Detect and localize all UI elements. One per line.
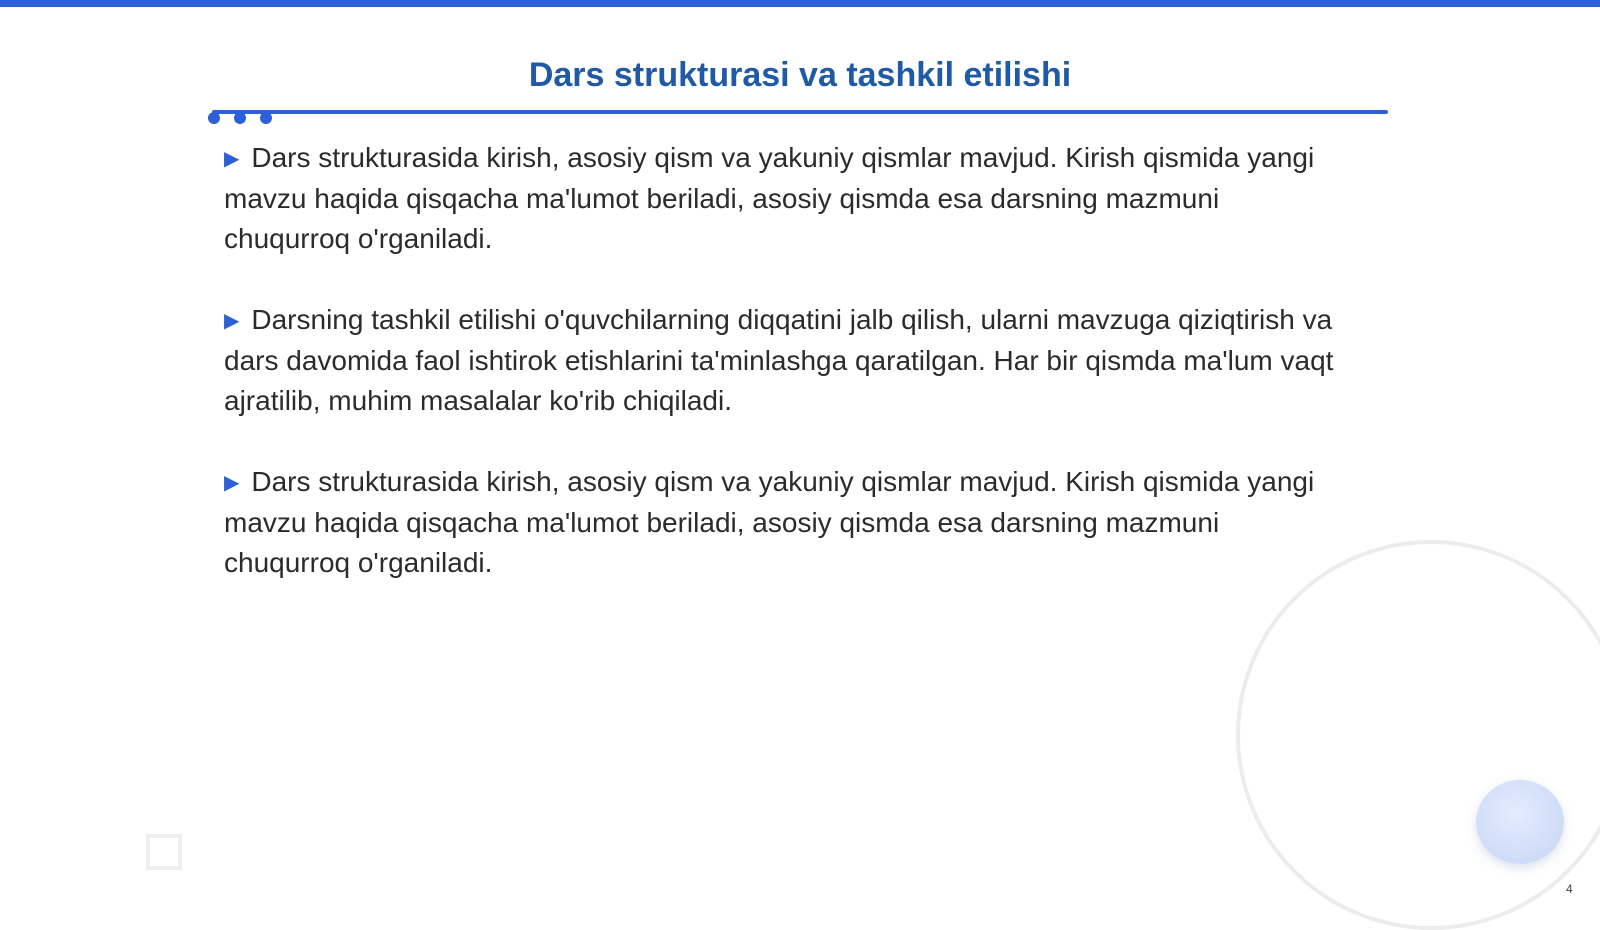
paragraph-text: Dars strukturasida kirish, asosiy qism va yakuniy qismlar mavjud. Kirish qismida yangi mavzu haqida qisqacha ma'lumot beriladi, asosiy qismda esa darsning mazmuni chuqurroq o'rganiladi. [224, 466, 1315, 578]
slide-content [224, 138, 1344, 624]
decorative-blob [1476, 780, 1564, 864]
decorative-circle [1236, 540, 1600, 930]
underline-dot [234, 112, 246, 124]
paragraph-text: Darsning tashkil etilishi o'quvchilarning diqqatini jalb qilish, ularni mavzuga qiziqtirish va dars davomida faol ishtirok etishlarini ta'minlashga qaratilgan. Har bir qismda ma'lum vaqt ajratilib, muhim masalalar ko'rib chiqiladi. [224, 304, 1334, 416]
bullet-paragraph [224, 300, 1344, 421]
play-triangle-icon: ▶ [224, 472, 240, 494]
decorative-square [146, 834, 182, 870]
bullet-paragraph [224, 138, 1344, 259]
top-accent-bar [0, 0, 1600, 7]
underline-dot [208, 112, 220, 124]
page-number: 4 [1566, 882, 1573, 896]
play-triangle-icon: ▶ [224, 310, 240, 332]
title-underline [212, 110, 1388, 114]
underline-dot [260, 112, 272, 124]
paragraph-text: Dars strukturasida kirish, asosiy qism va yakuniy qismlar mavjud. Kirish qismida yangi mavzu haqida qisqacha ma'lumot beriladi, asosiy qismda esa darsning mazmuni chuqurroq o'rganiladi. [224, 142, 1315, 254]
slide-title: Dars strukturasi va tashkil etilishi [528, 56, 1072, 94]
bullet-paragraph [224, 462, 1344, 583]
play-triangle-icon: ▶ [224, 148, 240, 170]
